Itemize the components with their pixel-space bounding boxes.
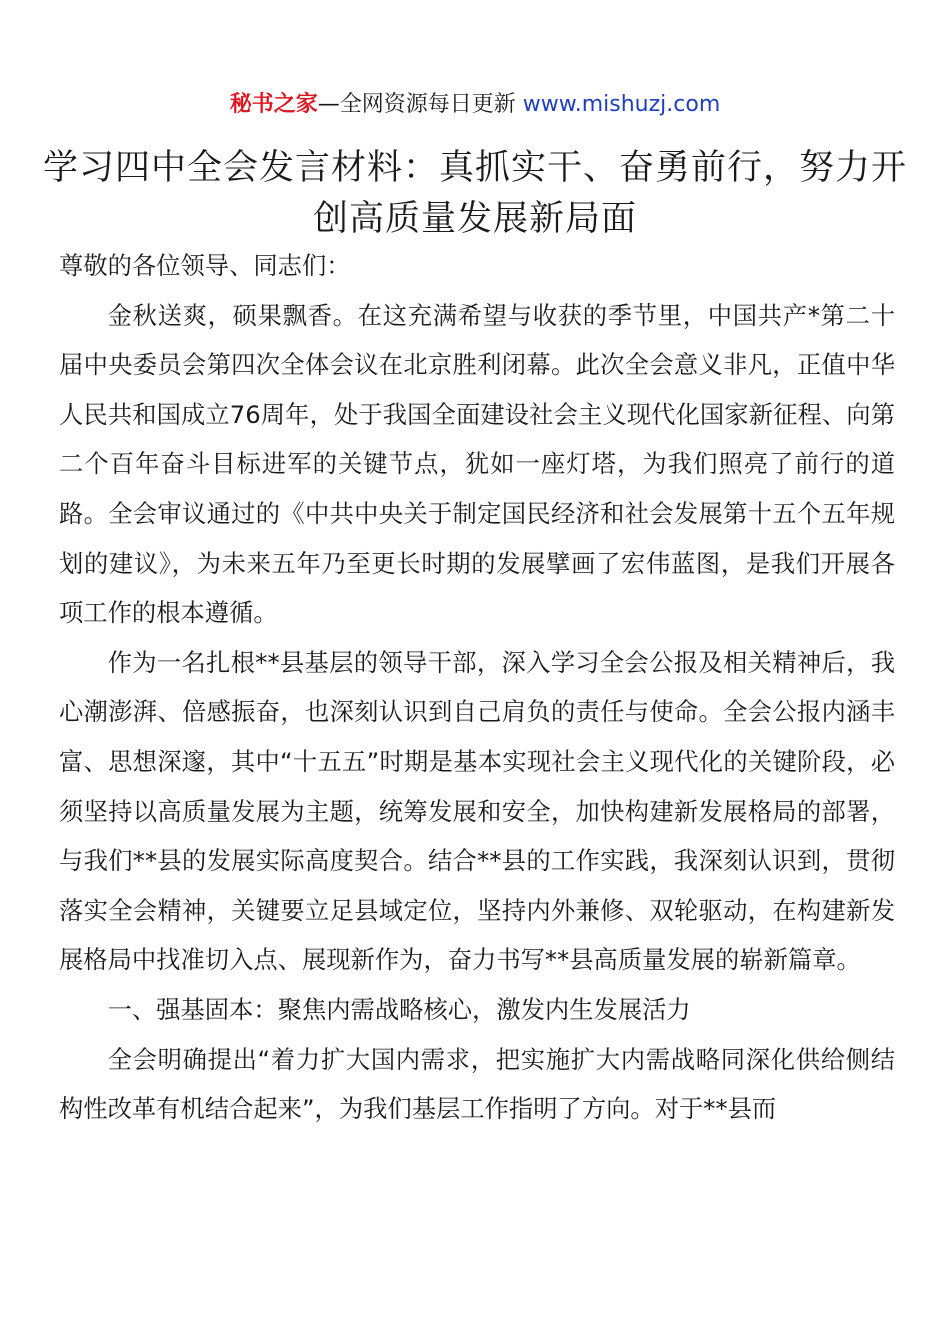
banner-url-link[interactable]: www.mishuzj.com [522,92,721,117]
document-body [59,241,895,1134]
paragraph: 作为一名扎根**县基层的领导干部，深入学习全会公报及相关精神后，我心潮澎湃、倍感振奋，也深刻认识到自己肩负的责任与使命。全会公报内涵丰富、思想深邃，其中“十五五”时期是基本实现社会主义现代化的关键阶段，必须坚持以高质量发展为主题，统筹发展和安全，加快构建新发展格局的部署，与我们**县的发展实际高度契合。结合**县的工作实践，我深刻认识到，贯彻落实全会精神，关键要立足县域定位，坚持内外兼修、双轮驱动，在构建新发展格局中找准切入点、展现新作为，奋力书写**县高质量发展的崭新篇章。 [59,647,895,975]
site-banner [0,88,950,122]
document-title: 学习四中全会发言材料：真抓实干、奋勇前行，努力开创高质量发展新局面 [42,148,907,239]
banner-tagline: —全网资源每日更新 [317,92,523,117]
salutation: 尊敬的各位领导、同志们： [59,251,351,280]
paragraph: 全会明确提出“着力扩大国内需求，把实施扩大内需战略同深化供给侧结构性改革有机结合起来”，为我们基层工作指明了方向。对于**县而 [59,1044,895,1124]
section-heading: 一、强基固本：聚焦内需战略核心，激发内生发展活力 [107,994,691,1024]
banner-brand: 秘书之家 [229,92,318,117]
paragraph: 金秋送爽，硕果飘香。在这充满希望与收获的季节里，中国共产*第二十届中央委员会第四次全体会议在北京胜利闭幕。此次全会意义非凡，正值中华人民共和国成立76周年，处于我国全面建设社会主义现代化国家新征程、向第二个百年奋斗目标进军的关键节点，犹如一座灯塔，为我们照亮了前行的道路。全会审议通过的《中共中央关于制定国民经济和社会发展第十五个五年规划的建议》，为未来五年乃至更长时期的发展擘画了宏伟蓝图，是我们开展各项工作的根本遵循。 [59,300,895,628]
